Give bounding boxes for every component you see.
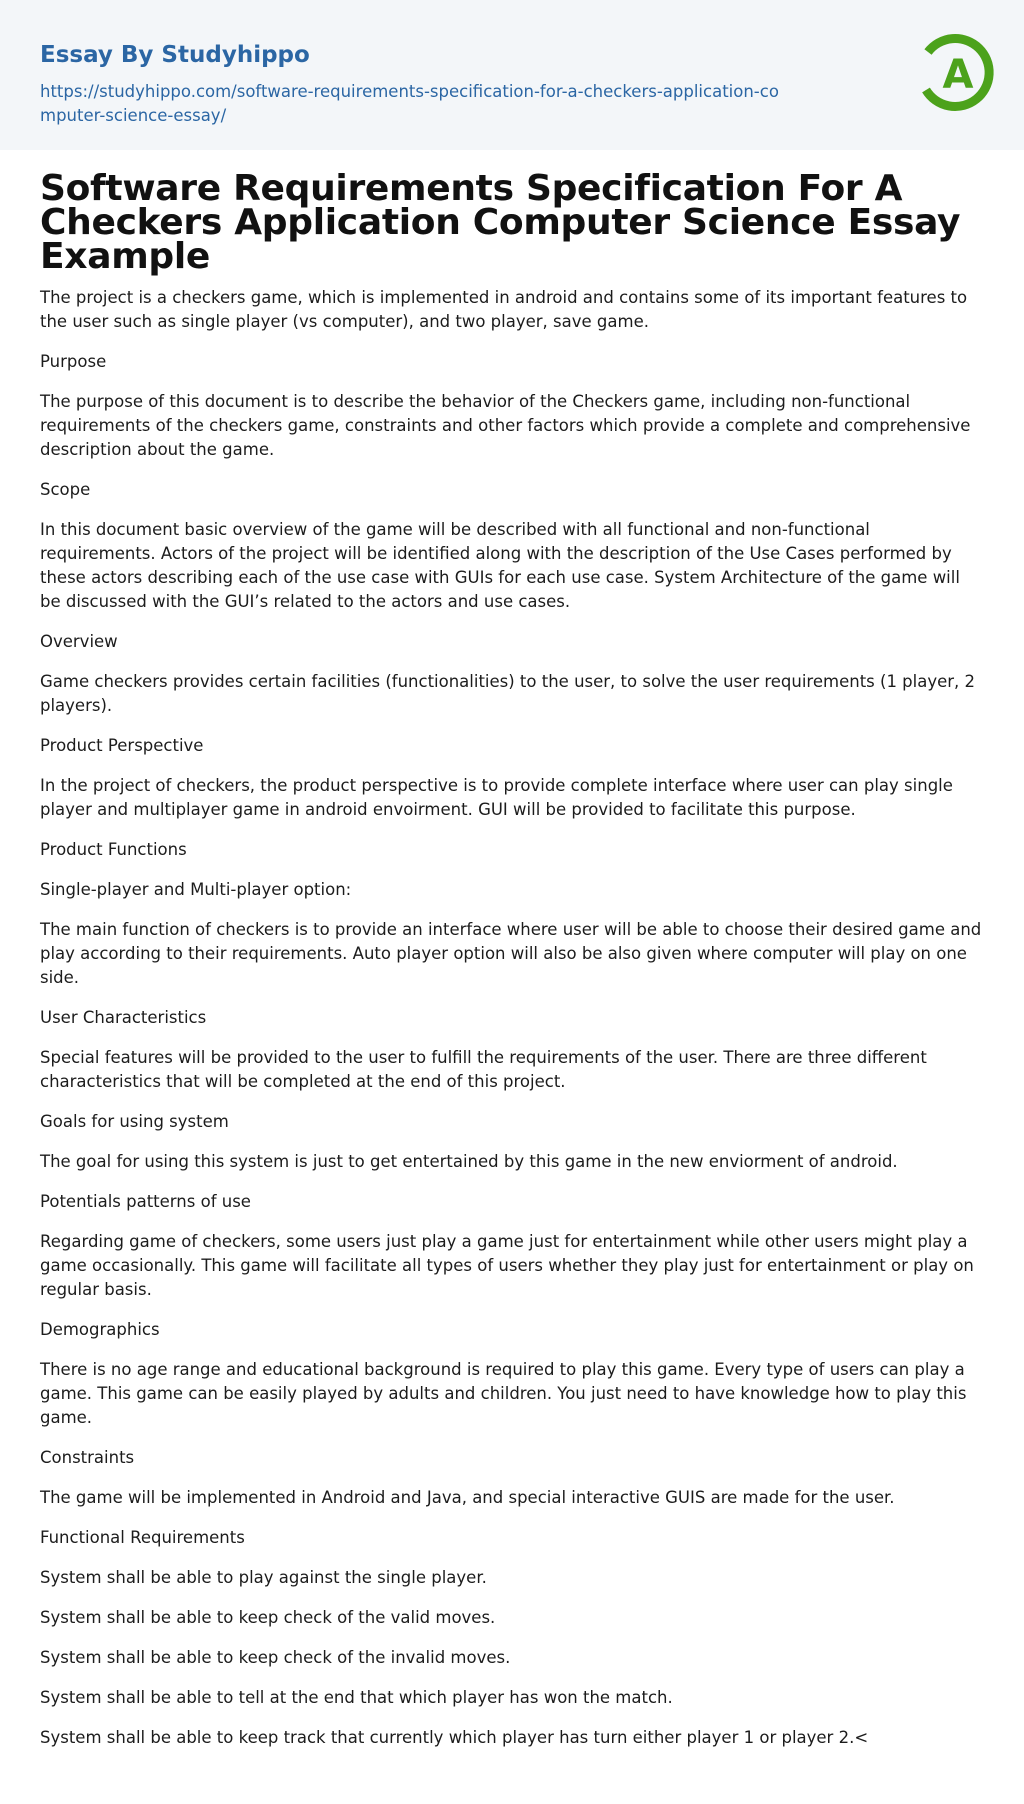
source-url-link[interactable]: https://studyhippo.com/software-requirements-specification-for-a-checkers-application-computer-science-essay/ (40, 82, 779, 125)
heading-purpose: Purpose (40, 352, 107, 371)
paragraph-constraints: The game will be implemented in Android and Java, and special interactive GUIS are made for the user. (40, 1488, 895, 1507)
heading-product-perspective: Product Perspective (40, 736, 204, 755)
requirement-item: System shall be able to keep check of the valid moves. (40, 1608, 496, 1627)
page-title: Software Requirements Specification For A Checkers Application Computer Science Essay Example (40, 168, 961, 277)
paragraph-product-functions: The main function of checkers is to provide an interface where user will be able to choose their desired game and play according to their requirements. Auto player option will also be also given where computer will play on one side. (40, 920, 982, 987)
paragraph-user-characteristics: Special features will be provided to the user to fulfill the requirements of the user. There are three different characteristics that will be completed at the end of this project. (40, 1048, 927, 1091)
paragraph-overview: Game checkers provides certain facilities (functionalities) to the user, to solve the user requirements (1 player, 2 players). (40, 672, 976, 715)
paragraph-demographics: There is no age range and educational background is required to play this game. Every type of users can play a game. This game can be easily played by adults and children. You just need to have knowledge how to play this game. (40, 1360, 967, 1427)
site-header (0, 0, 1024, 150)
heading-demographics: Demographics (40, 1320, 160, 1339)
heading-patterns-of-use: Potentials patterns of use (40, 1192, 251, 1211)
intro-paragraph: The project is a checkers game, which is implemented in android and contains some of its important features to the user such as single player (vs computer), and two player, save game. (40, 288, 968, 331)
heading-functional-requirements: Functional Requirements (40, 1528, 245, 1547)
studyhippo-logo-icon[interactable] (912, 28, 1000, 116)
paragraph-goals: The goal for using this system is just to get entertained by this game in the new enviorment of android. (40, 1152, 898, 1171)
heading-goals: Goals for using system (40, 1112, 229, 1131)
brand-title: Essay By Studyhippo (40, 42, 310, 68)
requirement-item: System shall be able to keep check of the invalid moves. (40, 1648, 511, 1667)
subheading-player-options: Single-player and Multi-player option: (40, 880, 352, 899)
heading-overview: Overview (40, 632, 118, 651)
heading-user-characteristics: User Characteristics (40, 1008, 207, 1027)
essay-content (0, 168, 1024, 1750)
heading-constraints: Constraints (40, 1448, 135, 1467)
paragraph-purpose: The purpose of this document is to describe the behavior of the Checkers game, including non-functional requirements of the checkers game, constraints and other factors which provide a complete and comprehensive description about the game. (40, 392, 971, 459)
requirement-item: System shall be able to tell at the end that which player has won the match. (40, 1688, 673, 1707)
paragraph-scope: In this document basic overview of the game will be described with all functional and non-functional requirements. Actors of the project will be identified along with the description of the Use Cases performed by these actors describing each of the use case with GUIs for each use case. System Architecture of the game will be discussed with the GUI’s related to the actors and use cases. (40, 520, 960, 611)
paragraph-product-perspective: In the project of checkers, the product perspective is to provide complete interface where user can play single player and multiplayer game in android envoirment. GUI will be provided to facilitate this purpose. (40, 776, 953, 819)
requirement-item: System shall be able to keep track that currently which player has turn either player 1 or player 2.< (40, 1728, 869, 1747)
logo-letter: A (942, 52, 974, 98)
heading-product-functions: Product Functions (40, 840, 187, 859)
heading-scope: Scope (40, 480, 91, 499)
requirement-item: System shall be able to play against the single player. (40, 1568, 487, 1587)
paragraph-patterns-of-use: Regarding game of checkers, some users just play a game just for entertainment while other users might play a game occasionally. This game will facilitate all types of users whether they play just for entertainment or play on regular basis. (40, 1232, 974, 1299)
